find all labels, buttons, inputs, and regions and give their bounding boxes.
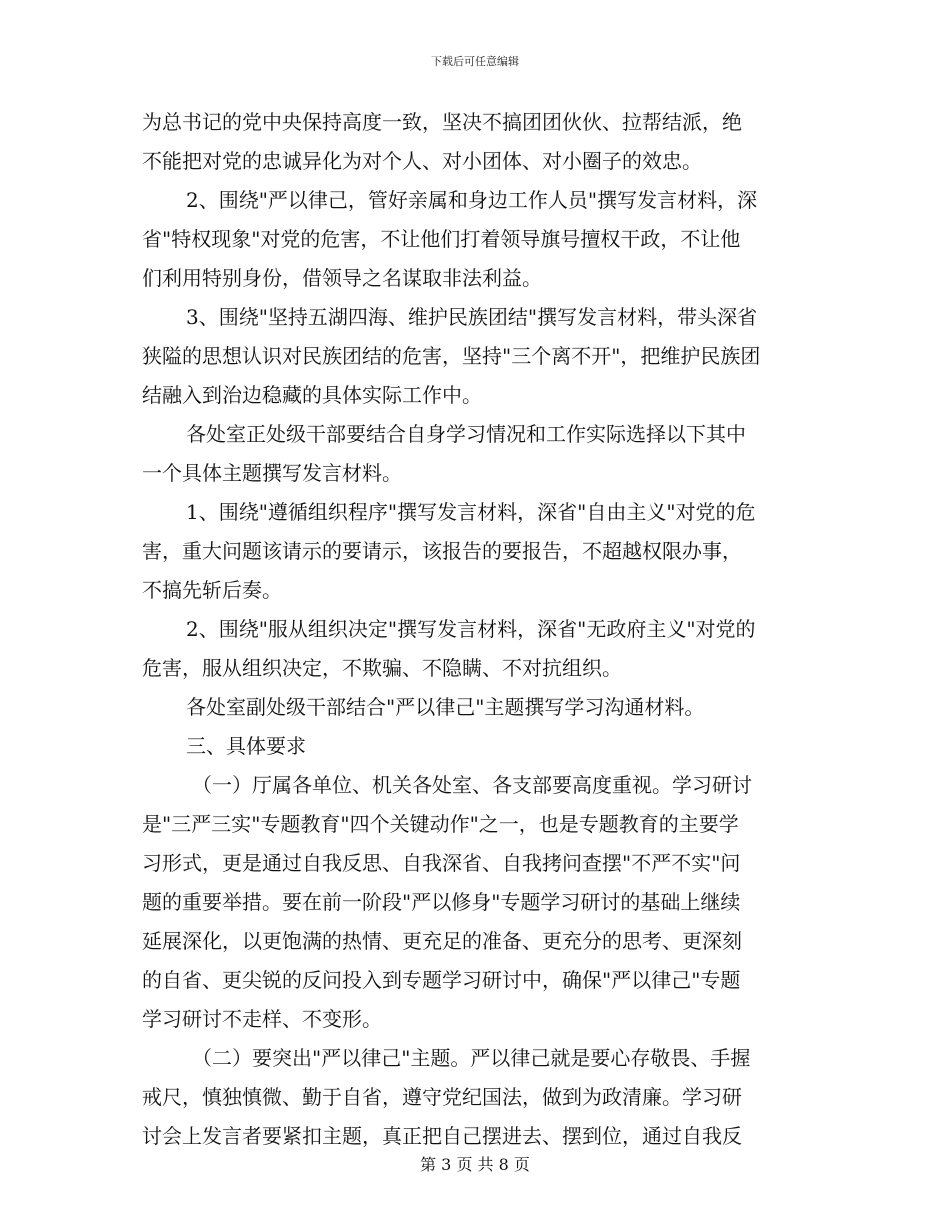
body-line: 学习研讨不走样、不变形。 [142, 1007, 382, 1031]
body-line: 延展深化，以更饱满的热情、更充足的准备、更充分的思考、更深刻 [142, 929, 742, 953]
body-line: 的自省、更尖锐的反问投入到专题学习研讨中，确保"严以律己"专题 [142, 968, 741, 992]
body-line: 们利用特别身份，借领导之名谋取非法利益。 [142, 266, 542, 290]
body-line: 题的重要举措。要在前一阶段"严以修身"专题学习研讨的基础上继续 [142, 890, 741, 914]
body-line: 危害，服从组织决定，不欺骗、不隐瞒、不对抗组织。 [142, 656, 622, 680]
body-line: （二）要突出"严以律己"主题。严以律己就是要心存敬畏、手握 [192, 1046, 751, 1070]
body-line: 习形式，更是通过自我反思、自我深省、自我拷问查摆"不严不实"问 [142, 851, 741, 875]
page-header: 下载后可任意编辑 [431, 55, 519, 68]
body-line: 狭隘的思想认识对民族团结的危害，坚持"三个离不开"，把维护民族团 [142, 344, 761, 368]
body-line: 结融入到治边稳藏的具体实际工作中。 [142, 383, 482, 407]
body-line: 2、围绕"严以律己，管好亲属和身边工作人员"撰写发言材料，深 [186, 188, 758, 212]
page-footer: 第 3 页 共 8 页 [420, 1155, 530, 1174]
section-heading: 三、具体要求 [186, 734, 306, 758]
body-line: 3、围绕"坚持五湖四海、维护民族团结"撰写发言材料，带头深省 [186, 305, 758, 329]
document-body [142, 103, 812, 1156]
body-line: 2、围绕"服从组织决定"撰写发言材料，深省"无政府主义"对党的 [186, 617, 756, 641]
body-line: 讨会上发言者要紧扣主题，真正把自己摆进去、摆到位，通过自我反 [142, 1124, 742, 1148]
body-line: 不能把对党的忠诚异化为对个人、对小团体、对小圈子的效忠。 [142, 149, 702, 173]
body-line: 各处室正处级干部要结合自身学习情况和工作实际选择以下其中 [186, 422, 746, 446]
body-line: （一）厅属各单位、机关各处室、各支部要高度重视。学习研讨 [192, 773, 752, 797]
body-line: 是"三严三实"专题教育"四个关键动作"之一，也是专题教育的主要学 [142, 812, 739, 836]
body-line: 各处室副处级干部结合"严以律己"主题撰写学习沟通材料。 [186, 695, 705, 719]
body-line: 1、围绕"遵循组织程序"撰写发言材料，深省"自由主义"对党的危 [186, 500, 756, 524]
body-line: 省"特权现象"对党的危害，不让他们打着领导旗号擅权干政，不让他 [142, 227, 741, 251]
body-line: 不搞先斩后奏。 [142, 578, 282, 602]
body-line: 为总书记的党中央保持高度一致，坚决不搞团团伙伙、拉帮结派，绝 [142, 110, 742, 134]
body-line: 戒尺，慎独慎微、勤于自省，遵守党纪国法，做到为政清廉。学习研 [142, 1085, 742, 1109]
body-line: 害，重大问题该请示的要请示，该报告的要报告，不超越权限办事， [142, 539, 742, 563]
body-line: 一个具体主题撰写发言材料。 [142, 461, 402, 485]
